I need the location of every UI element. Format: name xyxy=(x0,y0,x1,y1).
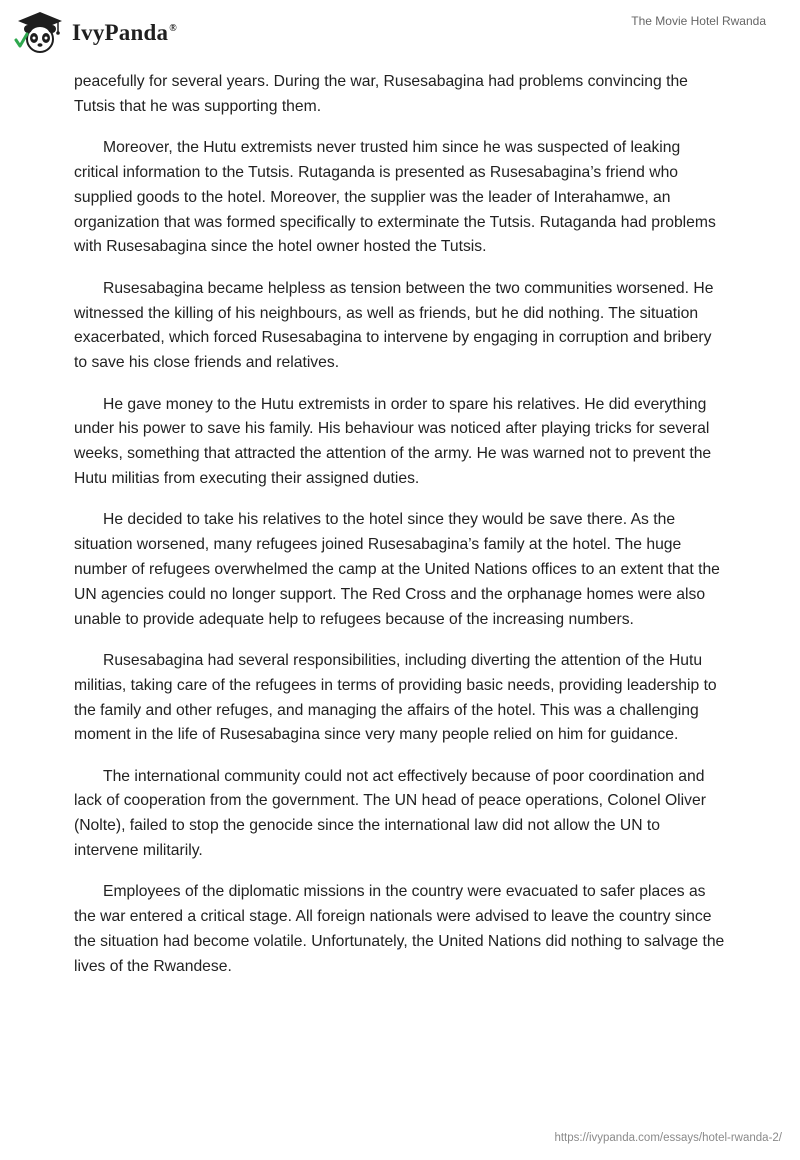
document-title: The Movie Hotel Rwanda xyxy=(631,14,766,28)
panda-graduate-icon xyxy=(14,10,66,54)
paragraph: Rusesabagina became helpless as tension between the two communities worsened. He witnessed the killing of his neighbours, as well as friends, but he did nothing. The situation exacerbated, which forced Rusesabagina to intervene by engaging in corruption and bribery to save his close friends and relatives. xyxy=(74,279,714,372)
paragraph: Employees of the diplomatic missions in the country were evacuated to safer places as the war entered a critical stage. All foreign nationals were advised to leave the country since the situation had become volatile. Unfortunately, the United Nations did nothing to salvage the lives of the Rwandese. xyxy=(74,883,725,975)
paragraph: He decided to take his relatives to the hotel since they would be save there. As the situation worsened, many refugees joined Rusesabagina’s family at the hotel. The huge number of refugees overwhelmed the camp at the United Nations offices to an extent that the UN agencies could no longer support. The Red Cross and the orphanage homes were also unable to provide adequate help to refugees because of the increasing numbers. xyxy=(74,511,720,628)
paragraph: Rusesabagina had several responsibilities, including diverting the attention of the Hutu militias, taking care of the refugees in terms of providing basic needs, providing leadership to the family and other refuges, and managing the affairs of the hotel. This was a challenging moment in the life of Rusesabagina since very many people relied on him for guidance. xyxy=(74,651,717,744)
source-url-link[interactable]: https://ivypanda.com/essays/hotel-rwanda-2/ xyxy=(554,1132,782,1144)
essay-body xyxy=(74,70,726,996)
paragraph: peacefully for several years. During the war, Rusesabagina had problems convincing the Tutsis that he was supporting them. xyxy=(74,73,688,115)
brand-name: IvyPanda® xyxy=(72,20,177,45)
brand-logo[interactable] xyxy=(14,10,177,54)
paragraph: He gave money to the Hutu extremists in order to spare his relatives. He did everything under his power to save his family. His behaviour was noticed after playing tricks for several weeks, something that attracted the attention of the army. He was warned not to prevent the Hutu militias from executing their assigned duties. xyxy=(74,395,712,487)
paragraph: Moreover, the Hutu extremists never trusted him since he was suspected of leaking critical information to the Tutsis. Rutaganda is presented as Rusesabagina’s friend who supplied goods to the hotel. Moreover, the supplier was the leader of Interahamwe, an organization that was formed specifically to exterminate the Tutsis. Rutaganda had problems with Rusesabagina since the hotel owner hosted the Tutsis. xyxy=(74,139,716,256)
paragraph: The international community could not act effectively because of poor coordination and lack of cooperation from the government. The UN head of peace operations, Colonel Oliver (Nolte), failed to stop the genocide since the international law did not allow the UN to intervene militarily. xyxy=(74,767,706,860)
page-header xyxy=(0,0,800,64)
registered-mark: ® xyxy=(169,23,177,35)
